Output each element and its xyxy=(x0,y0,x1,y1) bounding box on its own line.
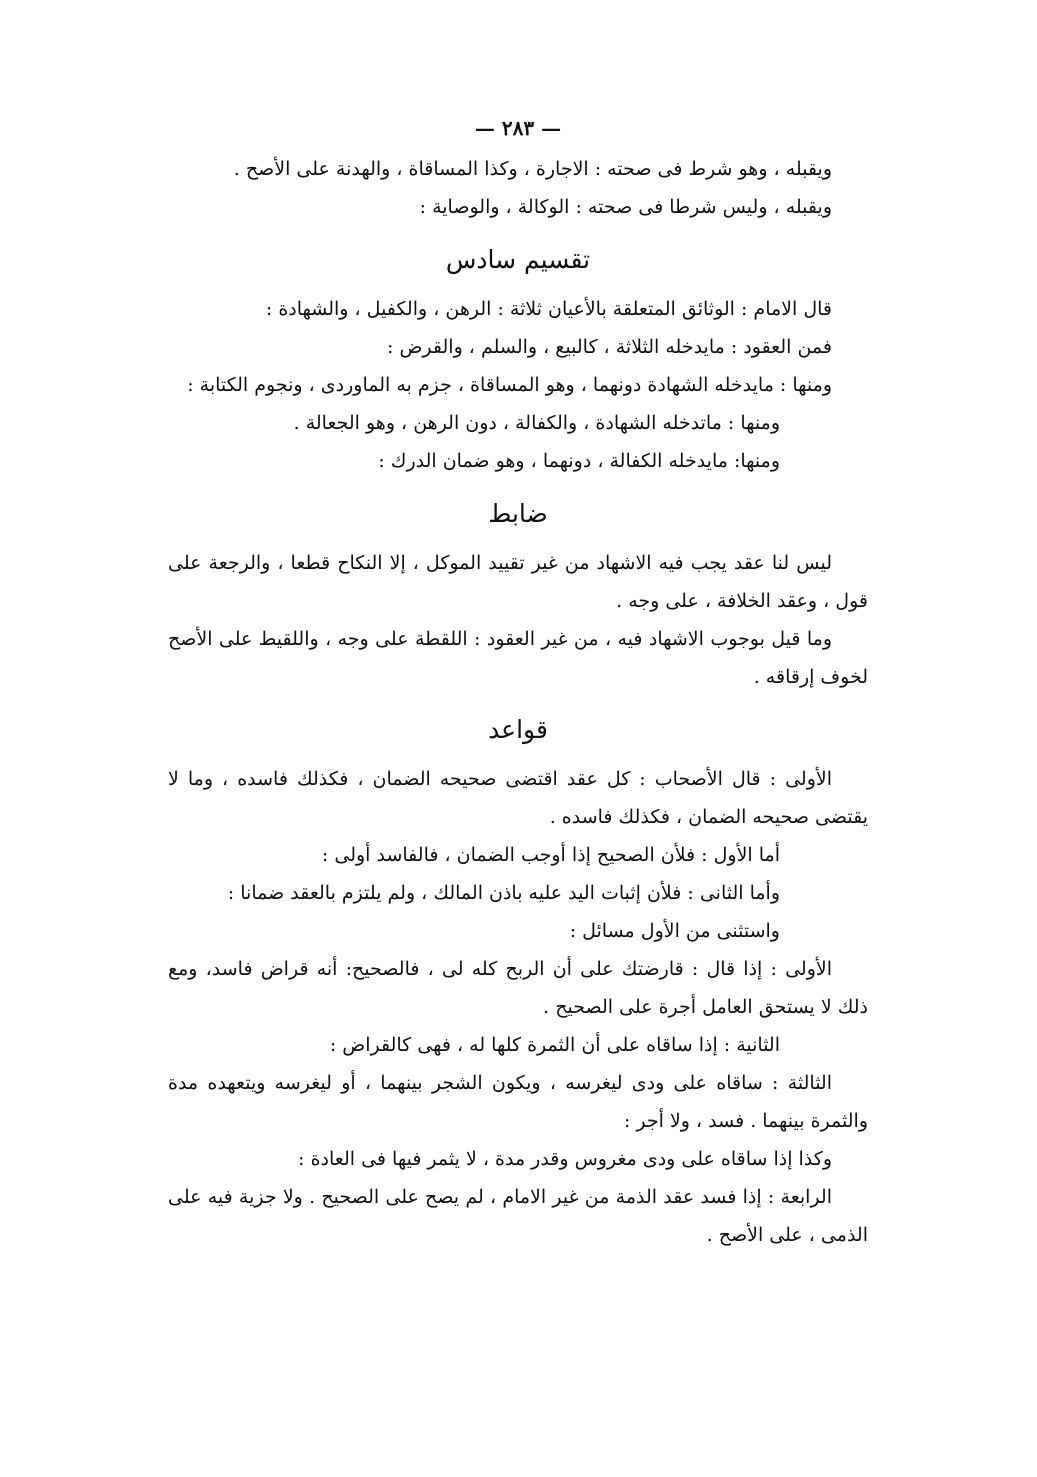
paragraph: ويقبله ، وليس شرطا فى صحته : الوكالة ، والوصاية : xyxy=(419,196,832,218)
section-heading: قواعد xyxy=(488,715,548,744)
paragraph: واستثنى من الأول مسائل : xyxy=(569,920,780,942)
paragraph: ليس لنا عقد يجب فيه الاشهاد من غير تقييد الموكل ، إلا النكاح قطعا ، والرجعة على قول ، وعقد الخلافة ، على وجه . xyxy=(168,552,868,612)
paragraph: ومنها : ماتدخله الشهادة ، والكفالة ، دون الرهن ، وهو الجعالة . xyxy=(293,412,780,434)
paragraph: أما الأول : فلأن الصحيح إذا أوجب الضمان ، فالفاسد أولى : xyxy=(321,844,780,866)
paragraph: الثالثة : ساقاه على ودى ليغرسه ، ويكون الشجر بينهما ، أو ليغرسه ويتعهده مدة والثمرة بينهما . فسد ، ولا أجر : xyxy=(168,1072,868,1132)
paragraph: وكذا إذا ساقاه على ودى مغروس وقدر مدة ، لا يثمر فيها فى العادة : xyxy=(298,1148,832,1170)
paragraph: فمن العقود : مايدخله الثلاثة ، كالبيع ، والسلم ، والقرض : xyxy=(387,336,832,358)
paragraph: الرابعة : إذا فسد عقد الذمة من غير الامام ، لم يصح على الصحيح . ولا جزية فيه على الذمى ، على الأصح . xyxy=(168,1186,868,1246)
section-heading: ضابط xyxy=(488,499,548,528)
paragraph: الثانية : إذا ساقاه على أن الثمرة كلها له ، فهى كالقراض : xyxy=(329,1034,780,1056)
paragraph: ومنها: مايدخله الكفالة ، دونهما ، وهو ضمان الدرك : xyxy=(378,450,780,472)
paragraph: ويقبله ، وهو شرط فى صحته : الاجارة ، وكذا المساقاة ، والهدنة على الأصح . xyxy=(233,158,832,180)
paragraph: قال الامام : الوثائق المتعلقة بالأعيان ثلاثة : الرهن ، والكفيل ، والشهادة : xyxy=(265,298,832,320)
page-body xyxy=(168,108,868,1254)
paragraph: الأولى : إذا قال : قارضتك على أن الربح كله لى ، فالصحيح: أنه قراض فاسد، ومع ذلك لا يستحق العامل أجرة على الصحيح . xyxy=(168,958,868,1018)
page-number: — ٢٨٣ — xyxy=(474,116,562,140)
paragraph: وما قيل بوجوب الاشهاد فيه ، من غير العقود : اللقطة على وجه ، واللقيط على الأصح لخوف إرقاقه . xyxy=(168,628,868,688)
section-heading: تقسيم سادس xyxy=(445,245,591,274)
paragraph: وأما الثانى : فلأن إثبات اليد عليه باذن المالك ، ولم يلتزم بالعقد ضمانا : xyxy=(227,882,780,904)
paragraph: ومنها : مايدخله الشهادة دونهما ، وهو المساقاة ، جزم به الماوردى ، ونجوم الكتابة : xyxy=(187,374,832,396)
paragraph: الأولى : قال الأصحاب : كل عقد اقتضى صحيحه الضمان ، فكذلك فاسده ، وما لا يقتضى صحيحه الضمان ، فكذلك فاسده . xyxy=(168,768,868,828)
